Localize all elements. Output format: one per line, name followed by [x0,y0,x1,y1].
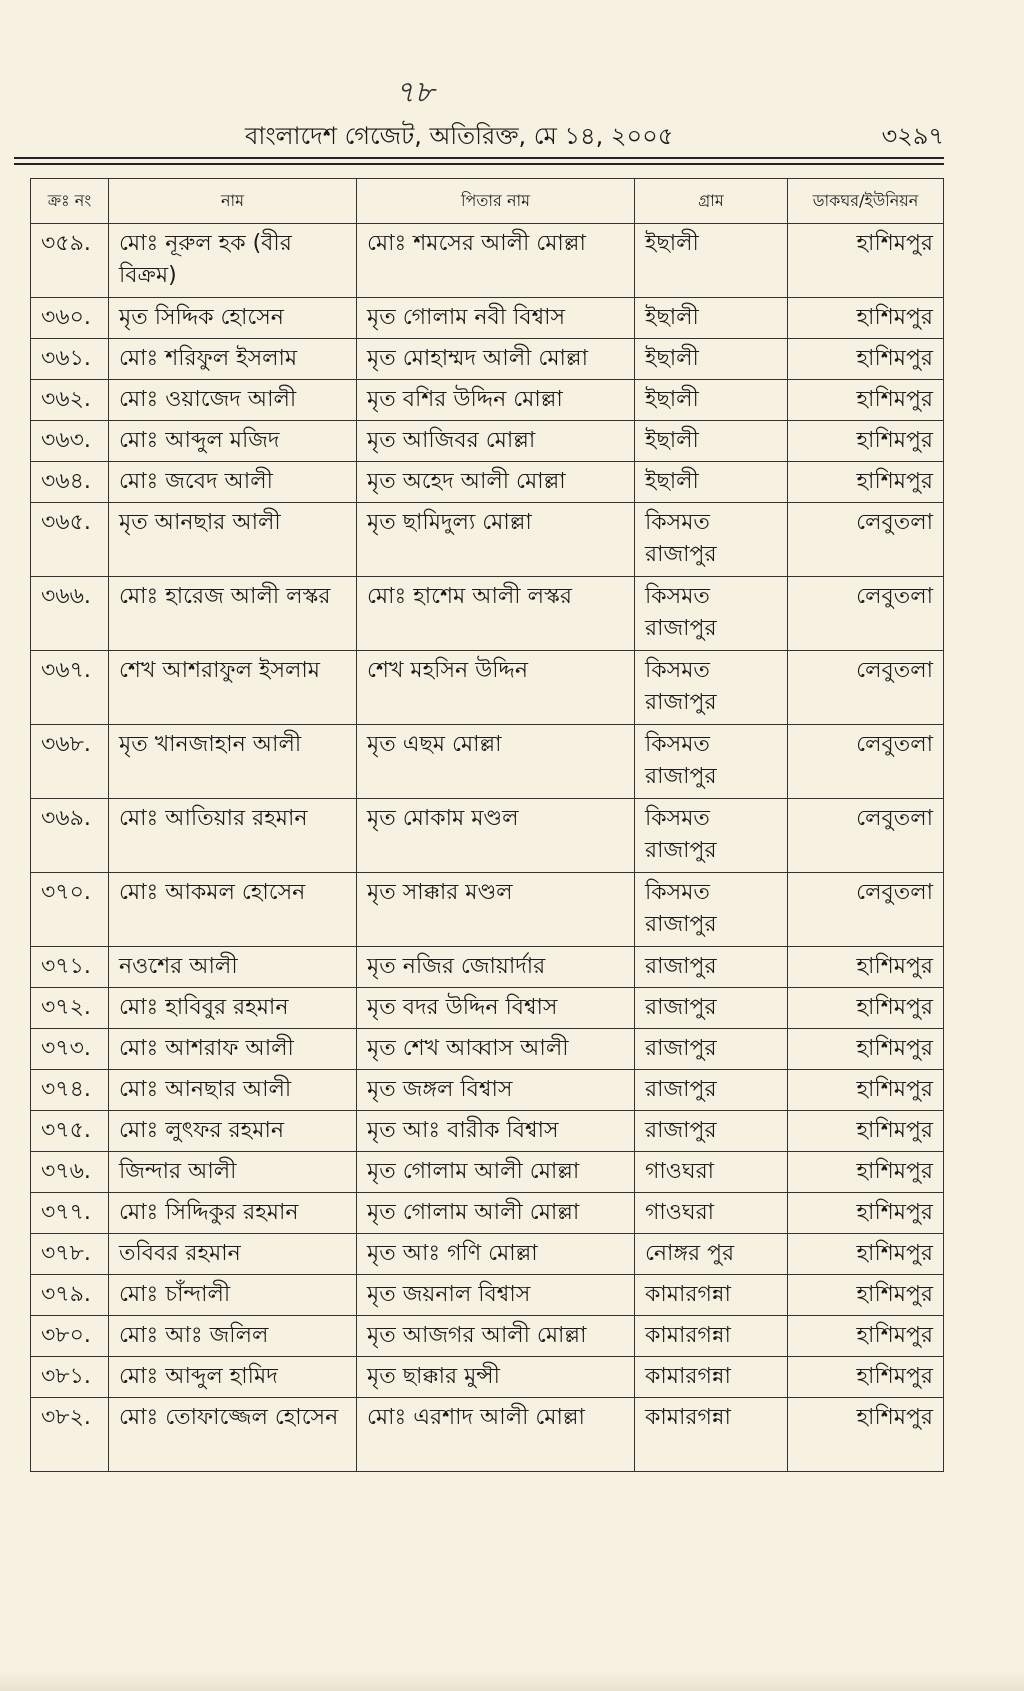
serial-cell: ৩৬১. [31,339,109,380]
name-cell: মোঃ হারেজ আলী লস্কর [109,577,357,651]
name-cell: মোঃ আব্দুল হামিদ [109,1357,357,1398]
table-row [31,1152,944,1193]
table-body [31,224,944,1472]
village-cell: কিসমত রাজাপুর [635,873,788,947]
handwritten-page-mark: ৭৮ [395,75,434,110]
name-cell: মোঃ আনছার আলী [109,1070,357,1111]
gazette-title: বাংলাদেশ গেজেট, অতিরিক্ত, মে ১৪, ২০০৫ [245,122,674,150]
union-cell: হাশিমপুর [788,421,944,462]
father-name-cell: মৃত গোলাম আলী মোল্লা [357,1152,635,1193]
village-cell: রাজাপুর [635,1029,788,1070]
name-cell: মোঃ আশরাফ আলী [109,1029,357,1070]
name-cell: মোঃ তোফাজ্জেল হোসেন [109,1398,357,1472]
village-cell: রাজাপুর [635,1070,788,1111]
father-name-cell: মৃত গোলাম আলী মোল্লা [357,1193,635,1234]
name-cell: মৃত খানজাহান আলী [109,725,357,799]
name-cell: মৃত সিদ্দিক হোসেন [109,298,357,339]
union-cell: হাশিমপুর [788,947,944,988]
name-cell: মোঃ ওয়াজেদ আলী [109,380,357,421]
father-name-cell: শেখ মহসিন উদ্দিন [357,651,635,725]
name-cell: মোঃ শরিফুল ইসলাম [109,339,357,380]
father-name-cell: মৃত আজগর আলী মোল্লা [357,1316,635,1357]
page-number: ৩২৯৭ [881,122,944,150]
father-name-cell: মৃত বশির উদ্দিন মোল্লা [357,380,635,421]
serial-cell: ৩৭২. [31,988,109,1029]
union-cell: লেবুতলা [788,725,944,799]
father-name-cell: মৃত জয়নাল বিশ্বাস [357,1275,635,1316]
father-name-cell: মৃত গোলাম নবী বিশ্বাস [357,298,635,339]
serial-cell: ৩৬৬. [31,577,109,651]
village-cell: রাজাপুর [635,988,788,1029]
scan-edge [0,1670,1024,1691]
union-cell: হাশিমপুর [788,380,944,421]
father-name-cell: মৃত অহেদ আলী মোল্লা [357,462,635,503]
column-header-name: নাম [109,179,357,224]
union-cell: লেবুতলা [788,577,944,651]
village-cell: কামারগন্না [635,1398,788,1472]
serial-cell: ৩৬০. [31,298,109,339]
union-cell: হাশিমপুর [788,1316,944,1357]
father-name-cell: মৃত শেখ আব্বাস আলী [357,1029,635,1070]
serial-cell: ৩৫৯. [31,224,109,298]
union-cell: হাশিমপুর [788,462,944,503]
father-name-cell: মৃত মোকাম মণ্ডল [357,799,635,873]
serial-cell: ৩৮১. [31,1357,109,1398]
serial-cell: ৩৭৪. [31,1070,109,1111]
union-cell: হাশিমপুর [788,1357,944,1398]
table-row [31,1111,944,1152]
name-cell: শেখ আশরাফুল ইসলাম [109,651,357,725]
page-header [0,118,1024,152]
serial-cell: ৩৬৫. [31,503,109,577]
name-cell: নওশের আলী [109,947,357,988]
table-row [31,503,944,577]
father-name-cell: মৃত মোহাম্মদ আলী মোল্লা [357,339,635,380]
column-header-serial: ক্রঃ নং [31,179,109,224]
column-header-village: গ্রাম [635,179,788,224]
table-row [31,1070,944,1111]
village-cell: কিসমত রাজাপুর [635,799,788,873]
table-row [31,380,944,421]
table-row [31,799,944,873]
table-row [31,339,944,380]
table-row [31,947,944,988]
name-cell: মোঃ লুৎফর রহমান [109,1111,357,1152]
table-row [31,462,944,503]
father-name-cell: মৃত আঃ বারীক বিশ্বাস [357,1111,635,1152]
table-row [31,1029,944,1070]
name-cell: মোঃ চাঁন্দালী [109,1275,357,1316]
serial-cell: ৩৭৮. [31,1234,109,1275]
father-name-cell: মৃত বদর উদ্দিন বিশ্বাস [357,988,635,1029]
village-cell: ইছালী [635,298,788,339]
village-cell: গাওঘরা [635,1152,788,1193]
serial-cell: ৩৬৩. [31,421,109,462]
village-cell: কামারগন্না [635,1275,788,1316]
serial-cell: ৩৮২. [31,1398,109,1472]
name-cell: মোঃ আতিয়ার রহমান [109,799,357,873]
village-cell: নোঙ্গর পুর [635,1234,788,1275]
village-cell: কিসমত রাজাপুর [635,651,788,725]
serial-cell: ৩৮০. [31,1316,109,1357]
serial-cell: ৩৭৩. [31,1029,109,1070]
name-cell: মোঃ আঃ জলিল [109,1316,357,1357]
serial-cell: ৩৭৫. [31,1111,109,1152]
serial-cell: ৩৬৯. [31,799,109,873]
union-cell: হাশিমপুর [788,224,944,298]
village-cell: কিসমত রাজাপুর [635,503,788,577]
name-cell: মোঃ হাবিবুর রহমান [109,988,357,1029]
name-cell: তবিবর রহমান [109,1234,357,1275]
table-row [31,725,944,799]
father-name-cell: মৃত সাক্কার মণ্ডল [357,873,635,947]
table-row [31,1398,944,1472]
serial-cell: ৩৭৬. [31,1152,109,1193]
union-cell: হাশিমপুর [788,339,944,380]
table-row [31,1234,944,1275]
village-cell: রাজাপুর [635,947,788,988]
village-cell: গাওঘরা [635,1193,788,1234]
table-row [31,873,944,947]
serial-cell: ৩৭৯. [31,1275,109,1316]
serial-cell: ৩৬৪. [31,462,109,503]
header-rule-bottom [14,163,944,165]
union-cell: লেবুতলা [788,651,944,725]
name-cell: মোঃ নূরুল হক (বীর বিক্রম) [109,224,357,298]
table-row [31,1357,944,1398]
union-cell: হাশিমপুর [788,1029,944,1070]
table-row [31,1316,944,1357]
union-cell: লেবুতলা [788,873,944,947]
name-cell: জিন্দার আলী [109,1152,357,1193]
table-row [31,1193,944,1234]
serial-cell: ৩৭৭. [31,1193,109,1234]
village-cell: ইছালী [635,224,788,298]
serial-cell: ৩৬৭. [31,651,109,725]
father-name-cell: মৃত ছামিদুল্য মোল্লা [357,503,635,577]
serial-cell: ৩৭১. [31,947,109,988]
name-cell: মোঃ আব্দুল মজিদ [109,421,357,462]
father-name-cell: মৃত ছাক্কার মুন্সী [357,1357,635,1398]
union-cell: হাশিমপুর [788,1275,944,1316]
village-cell: কিসমত রাজাপুর [635,725,788,799]
father-name-cell: মোঃ হাশেম আলী লস্কর [357,577,635,651]
village-cell: কামারগন্না [635,1357,788,1398]
table-row [31,224,944,298]
village-cell: কিসমত রাজাপুর [635,577,788,651]
father-name-cell: মোঃ শমসের আলী মোল্লা [357,224,635,298]
serial-cell: ৩৬২. [31,380,109,421]
village-cell: কামারগন্না [635,1316,788,1357]
union-cell: হাশিমপুর [788,1070,944,1111]
union-cell: হাশিমপুর [788,298,944,339]
union-cell: হাশিমপুর [788,1398,944,1472]
table-row [31,1275,944,1316]
father-name-cell: মৃত নজির জোয়ার্দার [357,947,635,988]
father-name-cell: মৃত আজিবর মোল্লা [357,421,635,462]
father-name-cell: মৃত এছম মোল্লা [357,725,635,799]
union-cell: হাশিমপুর [788,1111,944,1152]
village-cell: ইছালী [635,380,788,421]
union-cell: হাশিমপুর [788,1234,944,1275]
table-row [31,421,944,462]
freedom-fighter-list-table [30,178,944,1472]
union-cell: হাশিমপুর [788,1193,944,1234]
serial-cell: ৩৭০. [31,873,109,947]
header-rule-top [14,157,944,159]
table-header-row [31,179,944,224]
village-cell: ইছালী [635,421,788,462]
father-name-cell: মৃত জঙ্গল বিশ্বাস [357,1070,635,1111]
column-header-father-name: পিতার নাম [357,179,635,224]
village-cell: রাজাপুর [635,1111,788,1152]
father-name-cell: মোঃ এরশাদ আলী মোল্লা [357,1398,635,1472]
union-cell: হাশিমপুর [788,988,944,1029]
village-cell: ইছালী [635,462,788,503]
union-cell: লেবুতলা [788,503,944,577]
union-cell: লেবুতলা [788,799,944,873]
name-cell: মোঃ সিদ্দিকুর রহমান [109,1193,357,1234]
table-row [31,298,944,339]
table-row [31,651,944,725]
father-name-cell: মৃত আঃ গণি মোল্লা [357,1234,635,1275]
table-row [31,988,944,1029]
table-row [31,577,944,651]
name-cell: মোঃ জবেদ আলী [109,462,357,503]
village-cell: ইছালী [635,339,788,380]
name-cell: মৃত আনছার আলী [109,503,357,577]
serial-cell: ৩৬৮. [31,725,109,799]
name-cell: মোঃ আকমল হোসেন [109,873,357,947]
union-cell: হাশিমপুর [788,1152,944,1193]
column-header-post-union: ডাকঘর/ইউনিয়ন [788,179,944,224]
